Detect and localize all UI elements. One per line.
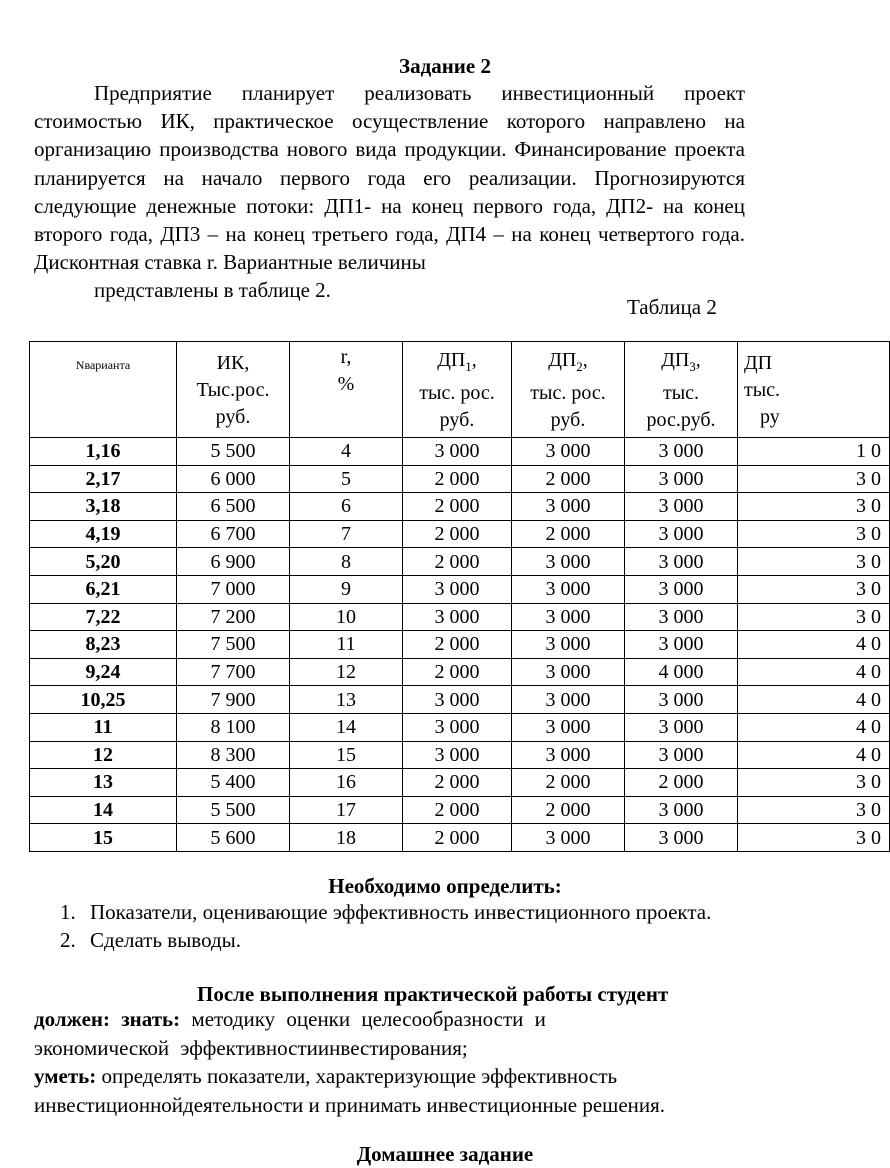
- cell-dp1: 2 000: [403, 465, 512, 493]
- cell-dp3: 3 000: [625, 631, 738, 659]
- table-row: [30, 575, 890, 603]
- cell-dp3: 4 000: [625, 658, 738, 686]
- cell-variant: 7,22: [30, 603, 177, 631]
- table-row: [30, 769, 890, 797]
- cell-dp2: 3 000: [512, 741, 625, 769]
- cell-dp3: 3 000: [625, 824, 738, 852]
- cell-dp1: 2 000: [403, 493, 512, 521]
- cell-dp1: 3 000: [403, 575, 512, 603]
- cell-dp1: 3 000: [403, 741, 512, 769]
- cell-variant: 8,23: [30, 631, 177, 659]
- task-description-body: Предприятие планирует реализовать инвестиционный проект стоимостью ИК, практическое осуществление которого направлено на организацию производства нового вида продукции. Финансирование проекта планируется на начало первого года его реализации. Прогнозируются следующие денежные потоки: ДП1- на конец первого года, ДП2- на конец второго года, ДП3 – на конец третьего года, ДП4 – на конец четвертого года. Дисконтная ставка r. Вариантные величины: [34, 81, 745, 275]
- table-row: [30, 796, 890, 824]
- cell-dp1: 2 000: [403, 769, 512, 797]
- cell-variant: 2,17: [30, 465, 177, 493]
- cell-ik: 6 000: [177, 465, 290, 493]
- cell-r: 12: [290, 658, 403, 686]
- cell-ik: 6 700: [177, 520, 290, 548]
- know-label: должен: знать:: [34, 1007, 181, 1031]
- table-row: [30, 520, 890, 548]
- cell-variant: 6,21: [30, 575, 177, 603]
- cell-dp4: 3 0: [738, 824, 890, 852]
- cell-variant: 5,20: [30, 548, 177, 576]
- cell-dp4: 4 0: [738, 741, 890, 769]
- list-item: 2. Сделать выводы.: [60, 928, 242, 952]
- cell-dp2: 3 000: [512, 575, 625, 603]
- cell-ik: 7 000: [177, 575, 290, 603]
- variants-table: [29, 341, 890, 852]
- cell-dp2: 3 000: [512, 824, 625, 852]
- cell-ik: 8 100: [177, 713, 290, 741]
- cell-dp1: 2 000: [403, 658, 512, 686]
- cell-dp1: 3 000: [403, 438, 512, 466]
- header-ik: ИК, Тыс.рос. руб.: [177, 342, 290, 438]
- cell-ik: 5 600: [177, 824, 290, 852]
- cell-dp2: 2 000: [512, 465, 625, 493]
- table-row: [30, 493, 890, 521]
- cell-ik: 7 700: [177, 658, 290, 686]
- cell-variant: 1,16: [30, 438, 177, 466]
- list-item: 1. Показатели, оценивающие эффективность инвестиционного проекта.: [60, 900, 712, 924]
- cell-dp3: 3 000: [625, 493, 738, 521]
- cell-r: 10: [290, 603, 403, 631]
- cell-variant: 15: [30, 824, 177, 852]
- cell-r: 15: [290, 741, 403, 769]
- header-dp3: $ДП_3$, тыс. рос.руб.: [625, 342, 738, 438]
- cell-ik: 5 500: [177, 438, 290, 466]
- cell-r: 8: [290, 548, 403, 576]
- cell-r: 5: [290, 465, 403, 493]
- cell-variant: 14: [30, 796, 177, 824]
- cell-ik: 7 200: [177, 603, 290, 631]
- header-dp1: $ДП_1$, тыс. рос. руб.: [403, 342, 512, 438]
- cell-dp4: 3 0: [738, 769, 890, 797]
- required-list: [60, 898, 712, 954]
- table-row: [30, 824, 890, 852]
- cell-dp3: 3 000: [625, 796, 738, 824]
- task-title: Задание 2: [399, 54, 491, 78]
- task-description: [34, 79, 745, 305]
- header-r: r, %: [290, 342, 403, 438]
- cell-r: 7: [290, 520, 403, 548]
- required-heading: Необходимо определить:: [328, 874, 562, 898]
- can-label: уметь:: [34, 1064, 97, 1088]
- cell-dp4: 3 0: [738, 796, 890, 824]
- header-dp2: $ДП_2$, тыс. рос. руб.: [512, 342, 625, 438]
- cell-dp3: 2 000: [625, 769, 738, 797]
- table-row: [30, 631, 890, 659]
- cell-ik: 5 400: [177, 769, 290, 797]
- cell-dp4: 3 0: [738, 493, 890, 521]
- cell-dp2: 2 000: [512, 769, 625, 797]
- cell-variant: 3,18: [30, 493, 177, 521]
- outcomes-text: [34, 1005, 794, 1119]
- cell-dp1: 2 000: [403, 824, 512, 852]
- cell-dp1: 3 000: [403, 686, 512, 714]
- cell-variant: 12: [30, 741, 177, 769]
- cell-dp4: 3 0: [738, 603, 890, 631]
- cell-dp3: 3 000: [625, 520, 738, 548]
- cell-dp2: 3 000: [512, 686, 625, 714]
- cell-r: 16: [290, 769, 403, 797]
- cell-variant: 11: [30, 713, 177, 741]
- table-row: [30, 603, 890, 631]
- cell-ik: 7 500: [177, 631, 290, 659]
- cell-dp3: 3 000: [625, 713, 738, 741]
- cell-dp1: 3 000: [403, 713, 512, 741]
- table-row: [30, 438, 890, 466]
- table-row: [30, 548, 890, 576]
- cell-dp2: 3 000: [512, 713, 625, 741]
- cell-dp1: 2 000: [403, 548, 512, 576]
- can-text-continued: инвестиционнойдеятельности и принимать инвестиционные решения.: [34, 1092, 666, 1117]
- cell-dp1: 2 000: [403, 796, 512, 824]
- table-header-row: [30, 342, 890, 438]
- cell-dp3: 3 000: [625, 548, 738, 576]
- cell-r: 9: [290, 575, 403, 603]
- cell-dp3: 3 000: [625, 686, 738, 714]
- cell-dp1: 2 000: [403, 520, 512, 548]
- cell-dp1: 2 000: [403, 631, 512, 659]
- cell-dp4: 3 0: [738, 465, 890, 493]
- cell-dp3: 3 000: [625, 465, 738, 493]
- cell-r: 13: [290, 686, 403, 714]
- table-row: [30, 741, 890, 769]
- cell-dp3: 3 000: [625, 603, 738, 631]
- cell-dp3: 3 000: [625, 438, 738, 466]
- header-variant: Nварианта: [30, 342, 177, 438]
- cell-dp2: 2 000: [512, 520, 625, 548]
- cell-dp4: 4 0: [738, 658, 890, 686]
- cell-r: 17: [290, 796, 403, 824]
- cell-dp4: 3 0: [738, 548, 890, 576]
- cell-dp4: 4 0: [738, 631, 890, 659]
- cell-ik: 6 500: [177, 493, 290, 521]
- cell-dp1: 3 000: [403, 603, 512, 631]
- cell-r: 4: [290, 438, 403, 466]
- table-row: [30, 465, 890, 493]
- cell-dp4: 1 0: [738, 438, 890, 466]
- know-text-continued: экономической эффективностиинвестирования;: [34, 1035, 468, 1060]
- cell-variant: 13: [30, 769, 177, 797]
- variants-table-wrapper: [29, 341, 881, 849]
- cell-ik: 7 900: [177, 686, 290, 714]
- cell-r: 11: [290, 631, 403, 659]
- cell-dp4: 3 0: [738, 575, 890, 603]
- cell-dp2: 3 000: [512, 631, 625, 659]
- cell-dp3: 3 000: [625, 575, 738, 603]
- can-text: определять показатели, характеризующие эффективность: [96, 1064, 618, 1088]
- table-row: [30, 658, 890, 686]
- cell-dp2: 3 000: [512, 493, 625, 521]
- cell-dp2: 3 000: [512, 603, 625, 631]
- cell-dp4: 4 0: [738, 713, 890, 741]
- table-caption: Таблица 2: [627, 295, 717, 319]
- cell-dp2: 3 000: [512, 658, 625, 686]
- cell-r: 14: [290, 713, 403, 741]
- cell-ik: 6 900: [177, 548, 290, 576]
- table-row: [30, 686, 890, 714]
- table-row: [30, 713, 890, 741]
- task-description-last-line: представлены в таблице 2.: [94, 278, 331, 303]
- cell-variant: 9,24: [30, 658, 177, 686]
- cell-dp3: 3 000: [625, 741, 738, 769]
- homework-heading: Домашнее задание: [356, 1142, 534, 1166]
- cell-dp4: 3 0: [738, 520, 890, 548]
- cell-r: 18: [290, 824, 403, 852]
- cell-variant: 4,19: [30, 520, 177, 548]
- outcomes-heading: После выполнения практической работы студент: [197, 982, 669, 1006]
- cell-variant: 10,25: [30, 686, 177, 714]
- cell-dp4: 4 0: [738, 686, 890, 714]
- header-dp4: ДП тыс. ру: [738, 342, 890, 438]
- cell-dp2: 3 000: [512, 438, 625, 466]
- cell-ik: 5 500: [177, 796, 290, 824]
- cell-r: 6: [290, 493, 403, 521]
- know-text: методику оценки целесообразности и: [180, 1007, 546, 1031]
- cell-dp2: 2 000: [512, 796, 625, 824]
- cell-dp2: 3 000: [512, 548, 625, 576]
- cell-ik: 8 300: [177, 741, 290, 769]
